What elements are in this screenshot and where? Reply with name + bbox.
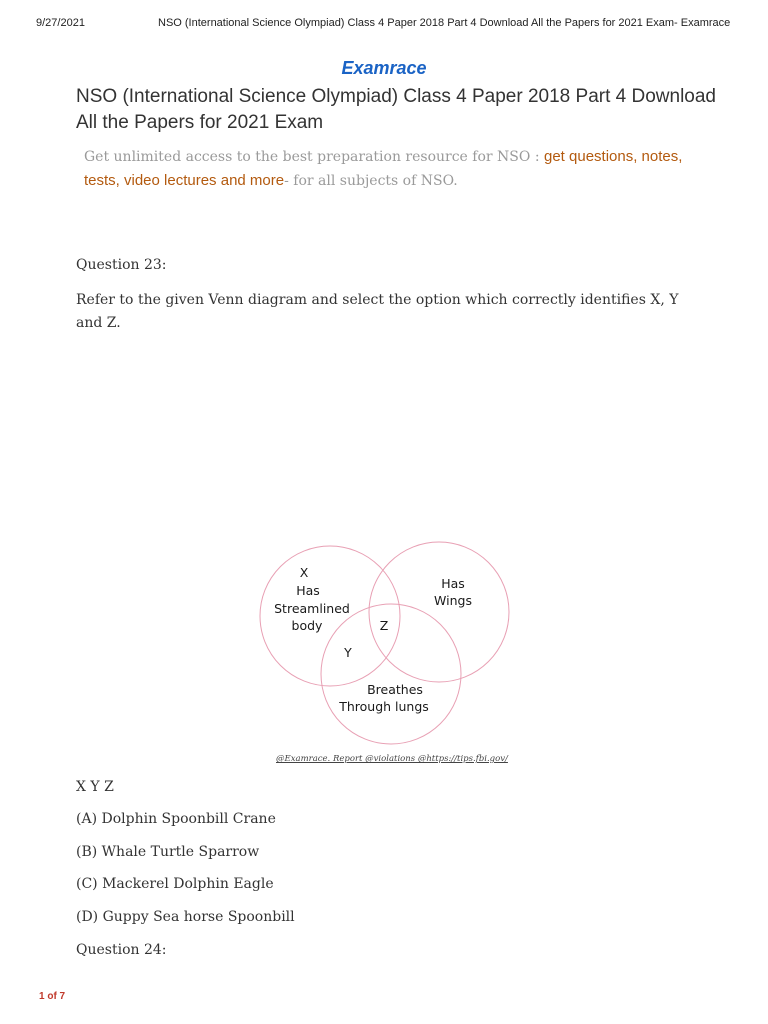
- venn-diagram: [250, 540, 520, 750]
- question-24-label: Question 24:: [76, 942, 167, 958]
- venn-label-lungs-2: Through lungs: [339, 699, 429, 714]
- question-23-text: Refer to the given Venn diagram and select the option which correctly identifies X, Y and Z.: [76, 292, 679, 331]
- venn-label-y: Y: [344, 645, 352, 660]
- venn-label-lungs-1: Breathes: [367, 682, 423, 697]
- venn-label-wings-2: Wings: [434, 593, 472, 608]
- venn-label-wings-1: Has: [441, 576, 465, 591]
- option-d: (D) Guppy Sea horse Spoonbill: [76, 909, 295, 925]
- option-a: (A) Dolphin Spoonbill Crane: [76, 811, 276, 827]
- question-23-label: Question 23:: [76, 257, 167, 273]
- image-caption[interactable]: @Examrace. Report @violations @https://tips.fbi.gov/: [276, 754, 508, 764]
- venn-label-streamlined-2: Streamlined: [274, 601, 350, 616]
- venn-label-streamlined-3: body: [291, 618, 323, 633]
- venn-label-streamlined-1: Has: [296, 583, 320, 598]
- promo-prefix: Get unlimited access to the best preparation resource for NSO :: [84, 149, 544, 165]
- page-title: NSO (International Science Olympiad) Class 4 Paper 2018 Part 4 Download All the Papers for 2021 Exam: [76, 86, 716, 133]
- print-page-title: NSO (International Science Olympiad) Class 4 Paper 2018 Part 4 Download All the Papers for 2021 Exam- Examrace: [158, 17, 731, 29]
- promo-suffix: - for all subjects of NSO.: [284, 173, 458, 189]
- option-c: (C) Mackerel Dolphin Eagle: [76, 876, 274, 892]
- venn-label-x: X: [299, 565, 309, 580]
- answer-column-header: X Y Z: [76, 779, 114, 795]
- venn-label-z: Z: [379, 618, 389, 633]
- page-number: 1 of 7: [39, 991, 66, 1002]
- print-date: 9/27/2021: [36, 17, 85, 29]
- venn-circle-lungs: [321, 604, 461, 744]
- promo-banner: [84, 145, 704, 193]
- promo-link[interactable]: get questions, notes, tests, video lectures and more: [84, 148, 683, 189]
- venn-circle-wings: [369, 542, 509, 682]
- venn-circle-streamlined: [260, 546, 400, 686]
- brand-logo[interactable]: Examrace: [341, 58, 427, 78]
- option-b: (B) Whale Turtle Sparrow: [76, 844, 260, 860]
